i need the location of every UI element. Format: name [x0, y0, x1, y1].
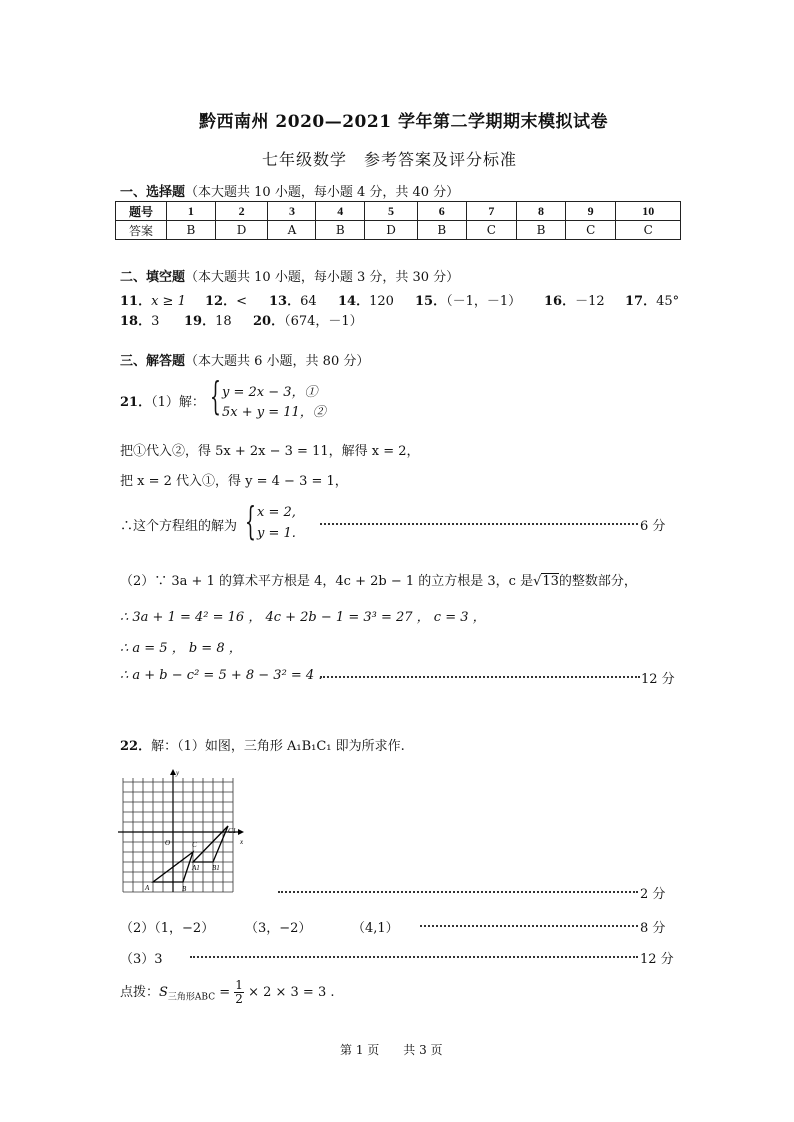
point-a1-label: A1	[192, 864, 200, 872]
dotted-leader	[320, 676, 640, 678]
score-label: 6 分	[640, 519, 666, 534]
q21-step2: 把 x = 2 代入①，得 y = 4 − 3 = 1，	[120, 474, 348, 489]
table-cell: D	[365, 221, 418, 240]
fill-num: 13．	[269, 294, 301, 309]
hint-equals: =	[219, 985, 231, 1000]
left-brace: {	[210, 374, 221, 418]
table-cell: B	[417, 221, 466, 240]
section2-label: 二、填空题	[120, 270, 186, 285]
part2-tail: 的整数部分，	[558, 574, 637, 589]
table-cell: B	[316, 221, 365, 240]
y-axis-label: y	[176, 769, 180, 777]
point-a-label: A	[145, 884, 150, 892]
section2-heading	[120, 266, 459, 285]
fill-num: 15．	[415, 294, 447, 309]
dotted-leader	[278, 891, 638, 893]
x-axis-arrow-icon	[238, 829, 244, 835]
fraction-denominator: 2	[235, 992, 243, 1006]
fill-num: 16．	[544, 294, 576, 309]
q22-p2-a: （2）（1，−2）	[120, 921, 215, 936]
fill-answer: <	[236, 294, 247, 309]
table-cell: 8	[517, 202, 566, 221]
fill-item-11	[120, 290, 186, 309]
table-cell: 3	[268, 202, 316, 221]
table-answer-label: 答案	[116, 221, 167, 240]
fill-answer: （674，－1）	[284, 314, 363, 329]
section1-heading	[120, 181, 459, 200]
q21-part2-text	[120, 570, 637, 589]
part-intro: （1）解：	[151, 395, 205, 410]
fill-item-14	[338, 290, 394, 309]
fill-num: 17．	[625, 294, 657, 309]
coordinate-grid-figure	[118, 768, 248, 894]
fill-answer: 45°	[656, 294, 680, 309]
score-label: 8 分	[640, 921, 666, 936]
score-label: 12 分	[641, 672, 675, 687]
origin-label: O	[165, 839, 171, 847]
equation-1: y = 2x − 3，①	[222, 385, 318, 400]
table-cell: 2	[215, 202, 268, 221]
q21-p2-line2: ∴ a = 5 ， b = 8 ，	[120, 641, 242, 656]
point-b-label: B	[182, 885, 187, 893]
table-cell: C	[565, 221, 616, 240]
fill-item-12	[205, 290, 247, 309]
table-cell: 10	[616, 202, 681, 221]
page-title: 黔西南州 2020—2021 学年第二学期期末模拟试卷	[199, 112, 608, 132]
part2-text: （2）∵ 3a + 1 的算术平方根是 4，4c + 2b − 1 的立方根是 3，c 是	[120, 574, 534, 589]
fill-num: 18．	[120, 314, 152, 329]
table-cell: B	[517, 221, 566, 240]
equation-2: 5x + y = 11，②	[222, 405, 326, 420]
section3-label: 三、解答题	[120, 354, 186, 369]
question-number: 21．	[120, 395, 152, 410]
sqrt-icon: √	[533, 574, 542, 589]
hint-subscript: 三角形ABC	[167, 992, 216, 1003]
q21-p2-line1: ∴ 3a + 1 = 4² = 16 ， 4c + 2b − 1 = 3³ = 27 ， c = 3 ，	[120, 610, 486, 625]
table-cell: C	[466, 221, 517, 240]
q22-p2-c: （4,1）	[352, 921, 399, 936]
dotted-leader	[190, 956, 638, 958]
point-c-label: C	[192, 841, 197, 849]
fill-item-20	[253, 310, 363, 329]
fill-num: 19．	[184, 314, 216, 329]
q22-hint	[120, 979, 334, 1006]
table-cell: D	[215, 221, 268, 240]
score-label: 2 分	[640, 887, 666, 902]
fill-num: 12．	[205, 294, 237, 309]
section1-label: 一、选择题	[120, 185, 186, 200]
table-cell: 4	[316, 202, 365, 221]
page-subtitle: 七年级数学 参考答案及评分标准	[262, 150, 518, 169]
sqrt-value: 13	[542, 574, 559, 589]
fill-answer: x ≥ 1	[151, 294, 186, 309]
q22-p2-b: （3，−2）	[245, 921, 312, 936]
fill-answer: 120	[369, 294, 394, 309]
solution-x: x = 2,	[257, 505, 296, 520]
fill-item-19	[184, 310, 232, 329]
hint-tail: × 2 × 3 = 3 .	[248, 985, 335, 1000]
table-header-label: 题号	[116, 202, 167, 221]
q21-p2-line3: ∴ a + b − c² = 5 + 8 − 3² = 4 .	[120, 668, 323, 683]
question-number: 22．	[120, 739, 152, 754]
q22-p3: （3）3	[120, 952, 163, 967]
fill-item-17	[625, 290, 679, 309]
fill-answer: 18	[215, 314, 232, 329]
fill-num: 20．	[253, 314, 285, 329]
q21-part1-intro	[120, 391, 205, 410]
section1-note: （本大题共 10 小题，每小题 4 分，共 40 分）	[185, 185, 460, 200]
table-header-row	[116, 202, 681, 221]
solution-y: y = 1.	[257, 526, 296, 541]
dotted-leader	[420, 925, 638, 927]
fill-answer: 64	[300, 294, 317, 309]
table-cell: 1	[167, 202, 216, 221]
table-cell: 5	[365, 202, 418, 221]
section3-heading	[120, 350, 369, 369]
fill-answer: －12	[575, 294, 605, 309]
dotted-leader	[320, 523, 638, 525]
table-cell: 7	[466, 202, 517, 221]
q21-step1: 把①代入②，得 5x + 2x − 3 = 11，解得 x = 2，	[120, 444, 420, 459]
hint-label: 点拨：	[120, 985, 160, 1000]
table-cell: C	[616, 221, 681, 240]
table-cell: A	[268, 221, 316, 240]
point-c1-label: C1	[228, 827, 237, 835]
fill-num: 11．	[120, 294, 152, 309]
fill-answer: 3	[151, 314, 160, 329]
fill-item-16	[544, 290, 605, 309]
section2-note: （本大题共 10 小题，每小题 3 分，共 30 分）	[185, 270, 460, 285]
table-answer-row	[116, 221, 681, 240]
fill-item-18	[120, 310, 159, 329]
score-label: 12 分	[640, 952, 674, 967]
answer-table	[115, 201, 681, 240]
q22-intro	[120, 735, 405, 754]
table-cell: 6	[417, 202, 466, 221]
q22-intro-text: 解：（1）如图，三角形 A₁B₁C₁ 即为所求作.	[151, 739, 405, 754]
table-cell: B	[167, 221, 216, 240]
x-axis-label: x	[240, 838, 244, 846]
fill-item-13	[269, 290, 317, 309]
fraction-numerator: 1	[235, 978, 243, 992]
fraction	[234, 979, 244, 1006]
q21-conclusion: ∴这个方程组的解为	[120, 519, 238, 534]
fill-item-15	[415, 290, 521, 309]
hint-area-symbol: S	[159, 985, 168, 1000]
table-cell: 9	[565, 202, 616, 221]
page-footer: 第 1 页 共 3 页	[340, 1043, 443, 1057]
left-brace: {	[245, 499, 256, 543]
point-b1-label: B1	[212, 864, 220, 872]
fill-answer: （－1，－1）	[446, 294, 522, 309]
section3-note: （本大题共 6 小题，共 80 分）	[185, 354, 370, 369]
fill-num: 14．	[338, 294, 370, 309]
grid-lines	[123, 778, 233, 892]
